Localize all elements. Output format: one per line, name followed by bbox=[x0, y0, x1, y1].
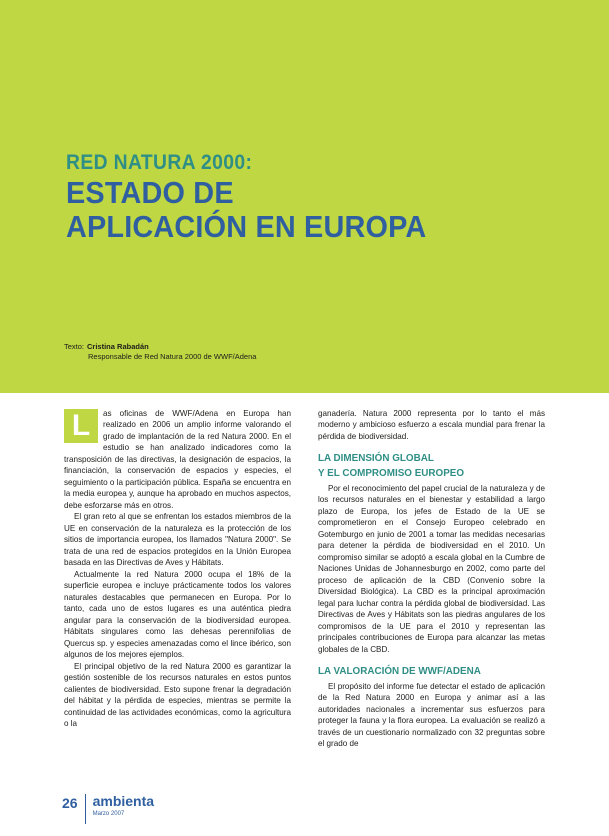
paragraph bbox=[64, 408, 291, 511]
section-heading-valoracion-wwf: LA VALORACIÓN DE WWF/ADENA bbox=[318, 665, 481, 678]
article-title-block bbox=[66, 152, 566, 243]
paragraph: El propósito del informe fue detectar el estado de aplicación de la Red Natura 2000 en Europa y animar así a las autoridades nacionales a incrementar sus esfuerzos para proteger la fauna y la flora europea. La evaluación se realizó a través de un cuestionario normalizado con 32 preguntas sobre el grado de bbox=[318, 681, 545, 749]
section-heading-dimension-global-line-1: LA DIMENSIÓN GLOBAL bbox=[318, 452, 434, 465]
byline-role: Responsable de Red Natura 2000 de WWF/Adena bbox=[88, 352, 257, 362]
paragraph: Actualmente la red Natura 2000 ocupa el 18% de la superficie europea e incluye prácticamente todos los valores naturales destacables que permanecen en Europa. Por lo tanto, cada uno de estos lugares es una auténtica piedra angular para la conservación de la biodiversidad europea. Hábitats singulares como las dehesas perennifolias de Quercus sp. y especies amenazadas como el lince ibérico, son algunos de los mejores ejemplos. bbox=[64, 569, 291, 660]
page-number: 26 bbox=[62, 795, 78, 811]
magazine-name: ambienta bbox=[92, 793, 155, 809]
article-kicker: RED NATURA 2000: bbox=[66, 151, 253, 174]
footer-masthead bbox=[86, 794, 154, 817]
article-column-right bbox=[318, 408, 545, 750]
drop-cap: L bbox=[64, 409, 98, 443]
byline-label: Texto: bbox=[64, 342, 85, 351]
paragraph: El gran reto al que se enfrentan los estados miembros de la UE en conservación de la naturaleza es la protección de los sitios de importancia europea, los llamados "Natura 2000". Se trata de una red de espacios protegidos en la Unión Europea basada en las Directivas de Aves y Hábitats. bbox=[64, 512, 291, 568]
paragraph: Por el reconocimiento del papel crucial de la naturaleza y de los recursos naturales en el bienestar y estabilidad a largo plazo de Europa, los jefes de Estado de la UE se comprometieron en el Consejo Europeo celebrado en Gotemburgo en junio de 2001 a tomar las medidas necesarias para detener la pérdida de biodiversidad en el 2010. Un compromiso similar se adoptó a escala global en la Cumbre de Naciones Unidas de Johannesburgo en 2002, como parte del proceso de aplicación de la CBD (Convenio sobre la Diversidad Biológica). La CBD es la principal aproximación legal para luchar contra la pérdida global de biodiversidad. Las Directivas de Aves y Hábitats son las piedras angulares de los compromisos de la UE para el 2010 y representan las principales contribuciones de Europa para alcanzar las metas globales de la CBD. bbox=[318, 483, 545, 654]
section-heading-dimension-global-line-2: Y EL COMPROMISO EUROPEO bbox=[318, 467, 465, 480]
article-body bbox=[0, 408, 609, 788]
article-headline-line-1: ESTADO DE bbox=[66, 175, 234, 211]
issue-date: Marzo 2007 bbox=[92, 811, 125, 817]
hero-banner bbox=[0, 0, 609, 393]
article-headline-line-2: APLICACIÓN EN EUROPA bbox=[66, 208, 427, 244]
byline-author: Cristina Rabadán bbox=[87, 342, 149, 351]
page-footer bbox=[62, 794, 154, 824]
paragraph-text: as oficinas de WWF/Adena en Europa han realizado en 2006 un amplio informe valorando el grado de implantación de la red Natura 2000. En el estudio se han analizado indicadores como la transposición de las directivas, la designación de espacios, la financiación, la conservación de espacios y especies, el seguimiento o la participación pública. España se encuentra en la media europea y, aunque ha aprobado en muchos aspectos, debe esforzarse más en otros. bbox=[64, 409, 291, 510]
byline bbox=[64, 342, 256, 362]
paragraph: El principal objetivo de la red Natura 2000 es garantizar la gestión sostenible de los recursos naturales en estos puntos calientes de biodiversidad. Esto supone frenar la degradación del hábitat y la pérdida de especies, mientras se permite la continuidad de las actividades económicas, como la agricultura o la bbox=[64, 661, 291, 729]
paragraph: ganadería. Natura 2000 representa por lo tanto el más moderno y ambicioso esfuerzo a escala mundial para frenar la pérdida de biodiversidad. bbox=[318, 409, 545, 441]
article-column-left bbox=[64, 408, 291, 730]
